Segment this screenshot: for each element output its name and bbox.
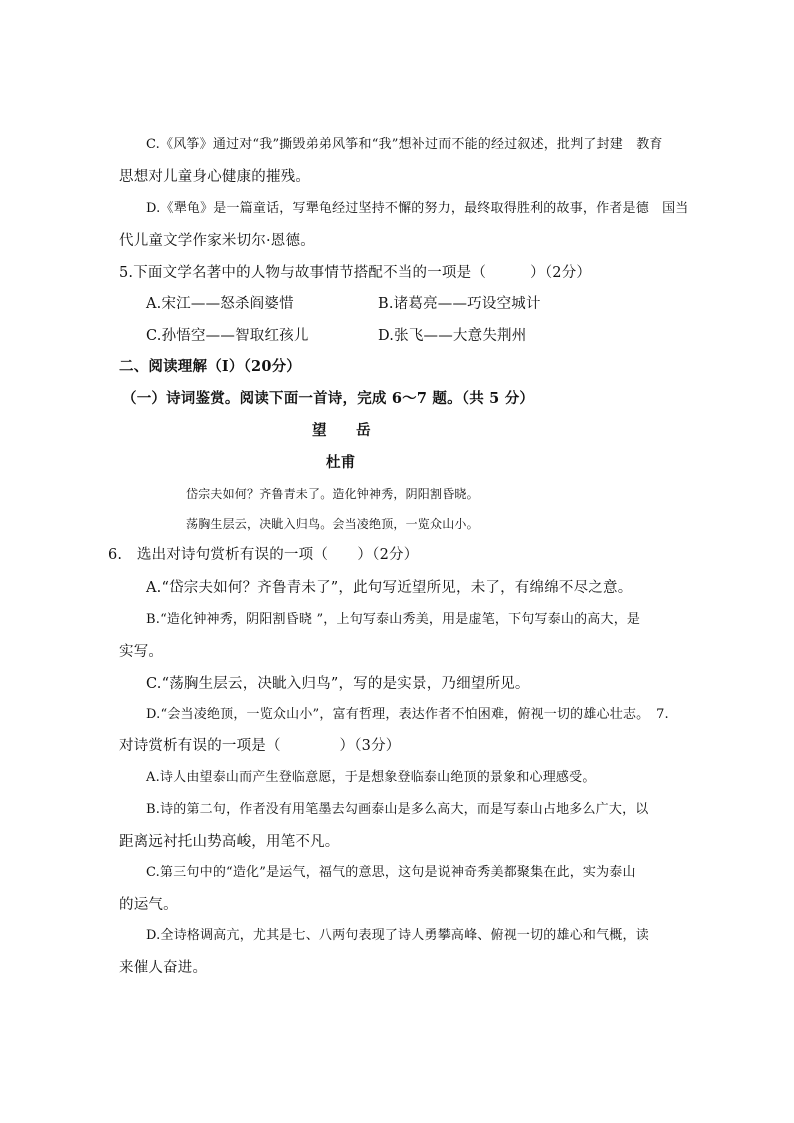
- question-7-stem: 对诗赏析有误的一项是（ ）（3分）: [119, 738, 401, 754]
- part-1-heading: （一）诗词鉴赏。阅读下面一首诗，完成 6～7 题。（共 5 分）: [122, 390, 535, 407]
- option-c-fengzheng-line1: C.《风筝》通过对“我”撕毁弟弟风筝和“我”想补过而不能的经过叙述，批判了封建 教育: [146, 137, 663, 152]
- question-6-option-c: C.“荡胸生层云，决眦入归鸟”，写的是实景，乃细望所见。: [146, 676, 530, 692]
- question-5-stem: 5.下面文学名著中的人物与故事情节搭配不当的一项是（ ）（2分）: [119, 265, 592, 281]
- question-6-option-b-line2: 实写。: [119, 644, 164, 660]
- question-7-option-c-line2: 的运气。: [119, 897, 178, 913]
- poem-line-1: 岱宗夫如何？齐鲁青未了。造化钟神秀，阴阳割昏晓。: [186, 487, 479, 501]
- question-5-option-b: B.诸葛亮——巧设空城计: [378, 296, 541, 312]
- poem-line-2: 荡胸生层云，决眦入归鸟。会当凌绝顶，一览众山小。: [186, 517, 479, 531]
- question-5-option-a: A.宋江——怒杀阎婆惜: [146, 296, 294, 312]
- question-7-option-d-line1: D.全诗格调高亢，尤其是七、八两句表现了诗人勇攀高峰、俯视一切的雄心和气概，读: [146, 928, 649, 943]
- poem-author: 杜甫: [326, 454, 356, 471]
- option-c-fengzheng-line2: 思想对儿童身心健康的摧残。: [119, 169, 311, 185]
- question-5-option-c: C.孙悟空——智取红孩儿: [146, 328, 309, 344]
- option-d-wangui-line2: 代儿童文学作家米切尔·恩德。: [119, 233, 315, 249]
- question-5-option-d: D.张飞——大意失荆州: [378, 328, 527, 344]
- question-7-option-c-line1: C.第三句中的“造化”是运气，福气的意思，这句是说神奇秀美都聚集在此，实为泰山: [146, 865, 636, 880]
- question-6-option-a: A.“岱宗夫如何？齐鲁青未了”，此句写近望所见，未了，有绵绵不尽之意。: [146, 580, 633, 596]
- question-6-option-b-line1: B.“造化钟神秀，阴阳割昏晓 ”，上句写泰山秀美，用是虚笔，下句写泰山的高大，是: [146, 612, 641, 627]
- question-7-option-a: A.诗人由望泰山而产生登临意愿，于是想象登临泰山绝顶的景象和心理感受。: [146, 770, 596, 785]
- option-d-wangui-line1: D.《犟龟》是一篇童话，写犟龟经过坚持不懈的努力，最终取得胜利的故事，作者是德 国当: [146, 201, 689, 216]
- question-6-option-d: D.“会当凌绝顶，一览众山小”，富有哲理，表达作者不怕困难，俯视一切的雄心壮志。 7.: [146, 707, 669, 722]
- section-2-heading: 二、阅读理解（Ⅰ）（20分）: [119, 358, 302, 375]
- question-7-option-b-line1: B.诗的第二句，作者没有用笔墨去勾画泰山是多么高大，而是写泰山占地多么广大，以: [146, 802, 649, 817]
- poem-title: 望 岳: [312, 422, 371, 439]
- question-7-option-b-line2: 距离远衬托山势高峻，用笔不凡。: [119, 834, 340, 850]
- question-6-stem: 6. 选出对诗句赏析有误的一项（ ）（2分）: [108, 547, 419, 563]
- question-7-option-d-line2: 来催人奋进。: [119, 960, 208, 976]
